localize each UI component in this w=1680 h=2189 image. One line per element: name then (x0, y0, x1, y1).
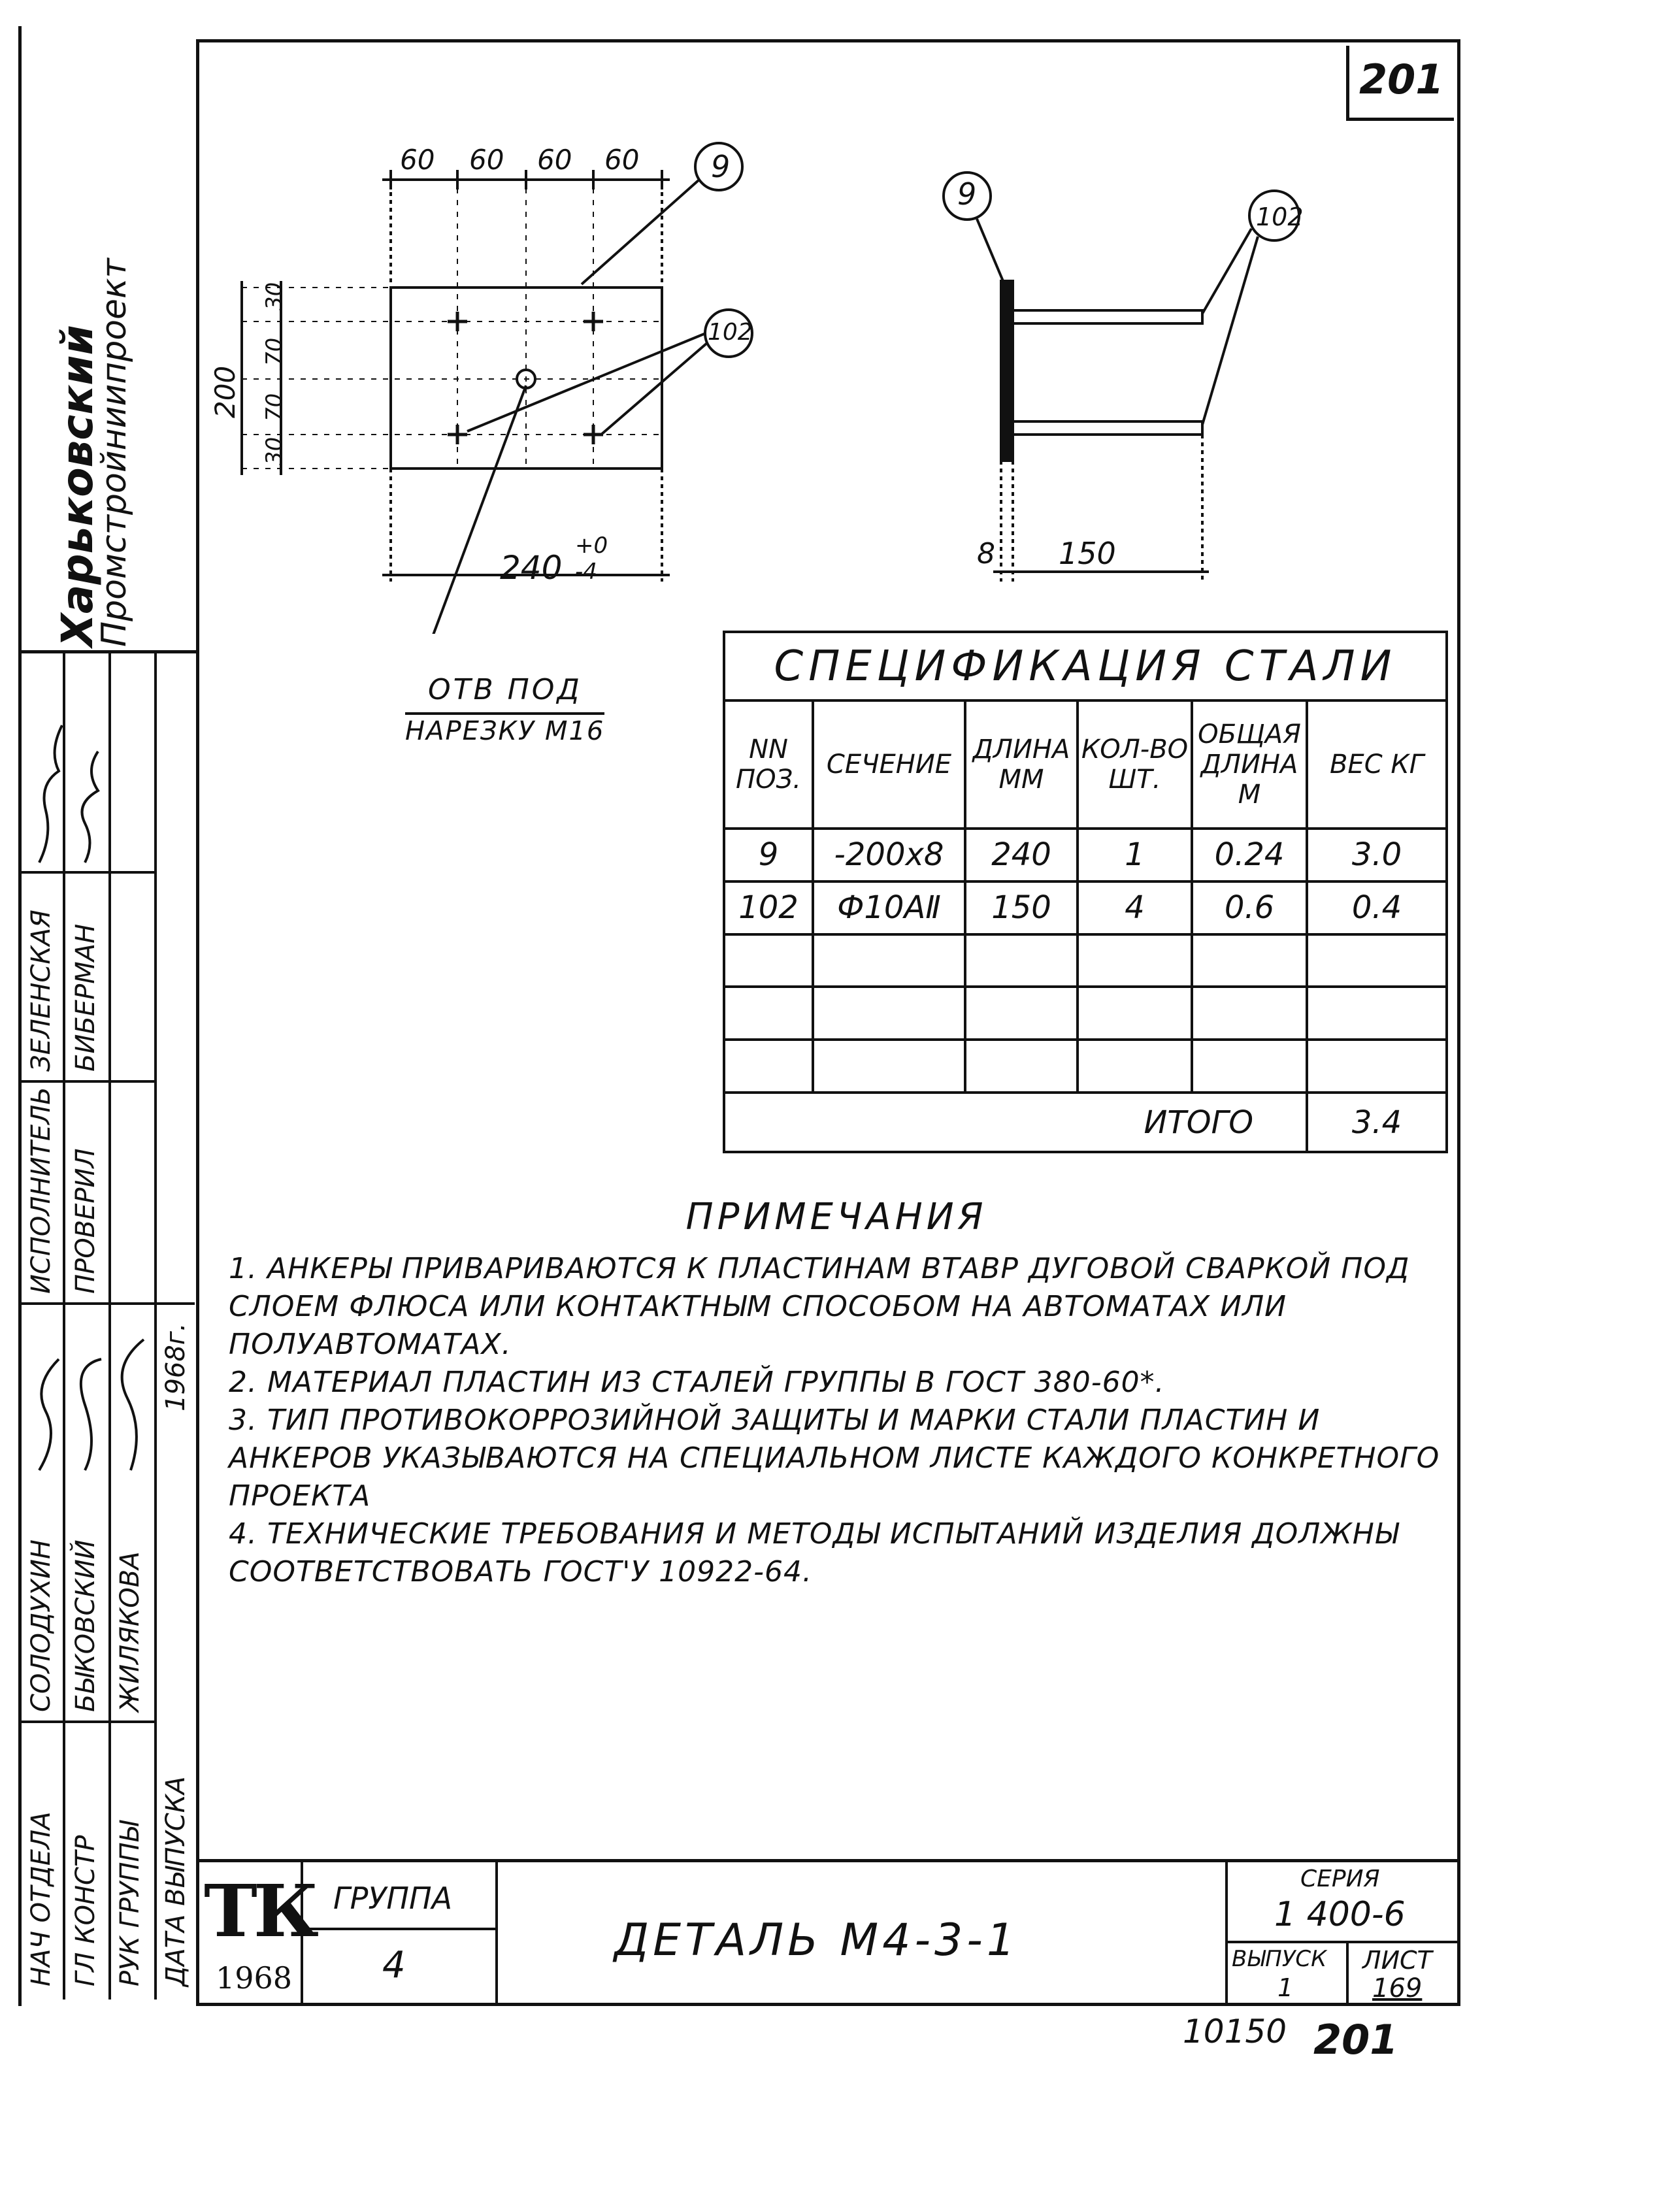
note-item-1: 1. АНКЕРЫ ПРИВАРИВАЮТСЯ К ПЛАСТИНАМ ВТАВР ДУГОВОЙ СВАРКОЙ ПОД СЛОЕМ ФЛЮСА ИЛИ КОНТАКТНЫМ СПОСОБОМ НА АВТОМАТАХ ИЛИ ПОЛУАВТОМАТАХ. (229, 1252, 1410, 1361)
side-dim-length: 150 (1059, 536, 1116, 571)
signatures (26, 667, 157, 1477)
side-callout-anchor: 102 (1256, 203, 1304, 231)
spec-header-qty: КОЛ-ВО ШТ. (1078, 700, 1192, 829)
note-item-2: 2. МАТЕРИАЛ ПЛАСТИН ИЗ СТАЛЕЙ ГРУППЫ В ГОСТ 380-60*. (229, 1366, 1165, 1399)
spec-cell: -200х8 (813, 829, 965, 881)
notes-title: ПРИМЕЧАНИЯ (685, 1196, 987, 1238)
hole-note-line2: НАРЕЗКУ М16 (405, 712, 604, 746)
stamp-role-date: ДАТА ВЫПУСКА (161, 1776, 191, 1986)
plan-dim-total-height: 200 (209, 365, 241, 418)
spec-header-section: СЕЧЕНИЕ (813, 700, 965, 829)
org-name-line2: Промстройниипроект (95, 258, 134, 647)
plan-callout-anchor: 102 (708, 319, 753, 346)
spec-cell: Ф10АⅡ (813, 881, 965, 934)
stamp-role-group: РУК ГРУППЫ (115, 1820, 145, 1986)
plan-dim-width: 240 (500, 549, 563, 587)
stamp-name-group: ЖИЛЯКОВА (115, 1551, 145, 1712)
spec-cell: 3.0 (1307, 829, 1447, 881)
table-row-empty (724, 934, 1447, 987)
plan-dim-top-2: 60 (469, 144, 504, 176)
plan-dim-top-1: 60 (400, 144, 435, 176)
group-label: ГРУППА (333, 1881, 453, 1916)
plan-dim-top-3: 60 (537, 144, 572, 176)
footer-code: 10150 (1183, 2013, 1287, 2050)
spec-cell: 102 (724, 881, 813, 934)
plan-dim-tol-minus: -4 (575, 559, 597, 585)
specification-table (723, 631, 1448, 1153)
spec-cell: 1 (1078, 829, 1192, 881)
spec-header-pos: NN ПОЗ. (724, 700, 813, 829)
stamp-name-head: СОЛОДУХИН (26, 1539, 56, 1712)
stamp-name-executor: ЗЕЛЕНСКАЯ (26, 910, 56, 1072)
note-item-4: 4. ТЕХНИЧЕСКИЕ ТРЕБОВАНИЯ И МЕТОДЫ ИСПЫТАНИЙ ИЗДЕЛИЯ ДОЛЖНЫ СООТВЕТСТВОВАТЬ ГОСТ'У 10922-64. (229, 1517, 1399, 1588)
spec-header-weight: ВЕС КГ (1307, 700, 1447, 829)
stamp-name-checked: БИБЕРМАН (71, 923, 101, 1072)
plan-callout-plate: 9 (711, 149, 731, 184)
side-dim-thickness: 8 (977, 537, 995, 570)
series-value: 1 400-6 (1274, 1895, 1406, 1934)
logo-year: 1968 (216, 1960, 293, 1996)
spec-header-length: ДЛИНА ММ (965, 700, 1078, 829)
spec-cell: 0.24 (1192, 829, 1307, 881)
spec-cell: 0.4 (1307, 881, 1447, 934)
plan-dim-top-4: 60 (604, 144, 640, 176)
title-block (196, 1859, 1457, 2006)
stamp-name-chief: БЫКОВСКИЙ (71, 1539, 101, 1712)
spec-cell: 4 (1078, 881, 1192, 934)
stamp-year: 1968г. (161, 1323, 191, 1411)
table-row (724, 881, 1447, 934)
spec-cell: 9 (724, 829, 813, 881)
table-row-empty (724, 1040, 1447, 1093)
stamp-role-chief: ГЛ КОНСТР (71, 1835, 101, 1986)
plan-dim-left-2: 70 (261, 337, 288, 366)
plan-dim-left-1: 30 (261, 282, 288, 310)
sheet-number-top: 201 (1359, 56, 1444, 103)
issue-value: 1 (1277, 1973, 1294, 2002)
detail-title: ДЕТАЛЬ М4-3-1 (614, 1915, 1019, 1966)
spec-total-value: 3.4 (1307, 1093, 1447, 1152)
series-label: СЕРИЯ (1300, 1866, 1380, 1892)
spec-cell: 150 (965, 881, 1078, 934)
spec-cell: 240 (965, 829, 1078, 881)
sheet-value: 169 (1372, 1973, 1423, 2003)
group-value: 4 (382, 1944, 406, 1986)
note-item-3: 3. ТИП ПРОТИВОКОРРОЗИЙНОЙ ЗАЩИТЫ И МАРКИ СТАЛИ ПЛАСТИН И АНКЕРОВ УКАЗЫВАЮТСЯ НА СПЕЦИАЛЬНОМ ЛИСТЕ КАЖДОГО КОНКРЕТНОГО ПРОЕКТА (229, 1404, 1440, 1513)
spec-title: СПЕЦИФИКАЦИЯ СТАЛИ (724, 632, 1447, 700)
plan-dim-left-3: 70 (261, 393, 288, 421)
hole-note-line1: ОТВ ПОД (428, 673, 582, 706)
spec-header-total-length: ОБЩАЯ ДЛИНА М (1192, 700, 1307, 829)
table-row-empty (724, 987, 1447, 1040)
sheet-label: ЛИСТ (1362, 1946, 1432, 1975)
stamp-role-executor: ИСПОЛНИТЕЛЬ (26, 1087, 56, 1294)
plan-dim-left-4: 30 (261, 436, 288, 465)
stamp-role-checked: ПРОВЕРИЛ (71, 1148, 101, 1294)
spec-cell: 0.6 (1192, 881, 1307, 934)
logo-tk: ТК (204, 1869, 315, 1953)
org-name-line1: Харьковский (52, 325, 103, 647)
table-row (724, 829, 1447, 881)
stamp-role-head: НАЧ ОТДЕЛА (26, 1811, 56, 1986)
issue-label: ВЫПУСК (1232, 1946, 1327, 1972)
plan-dim-tol-plus: +0 (575, 533, 608, 559)
side-callout-plate: 9 (957, 176, 977, 212)
notes-section (229, 1196, 1444, 1591)
footer-number: 201 (1313, 2016, 1398, 2064)
spec-total-label: ИТОГО (724, 1093, 1307, 1152)
